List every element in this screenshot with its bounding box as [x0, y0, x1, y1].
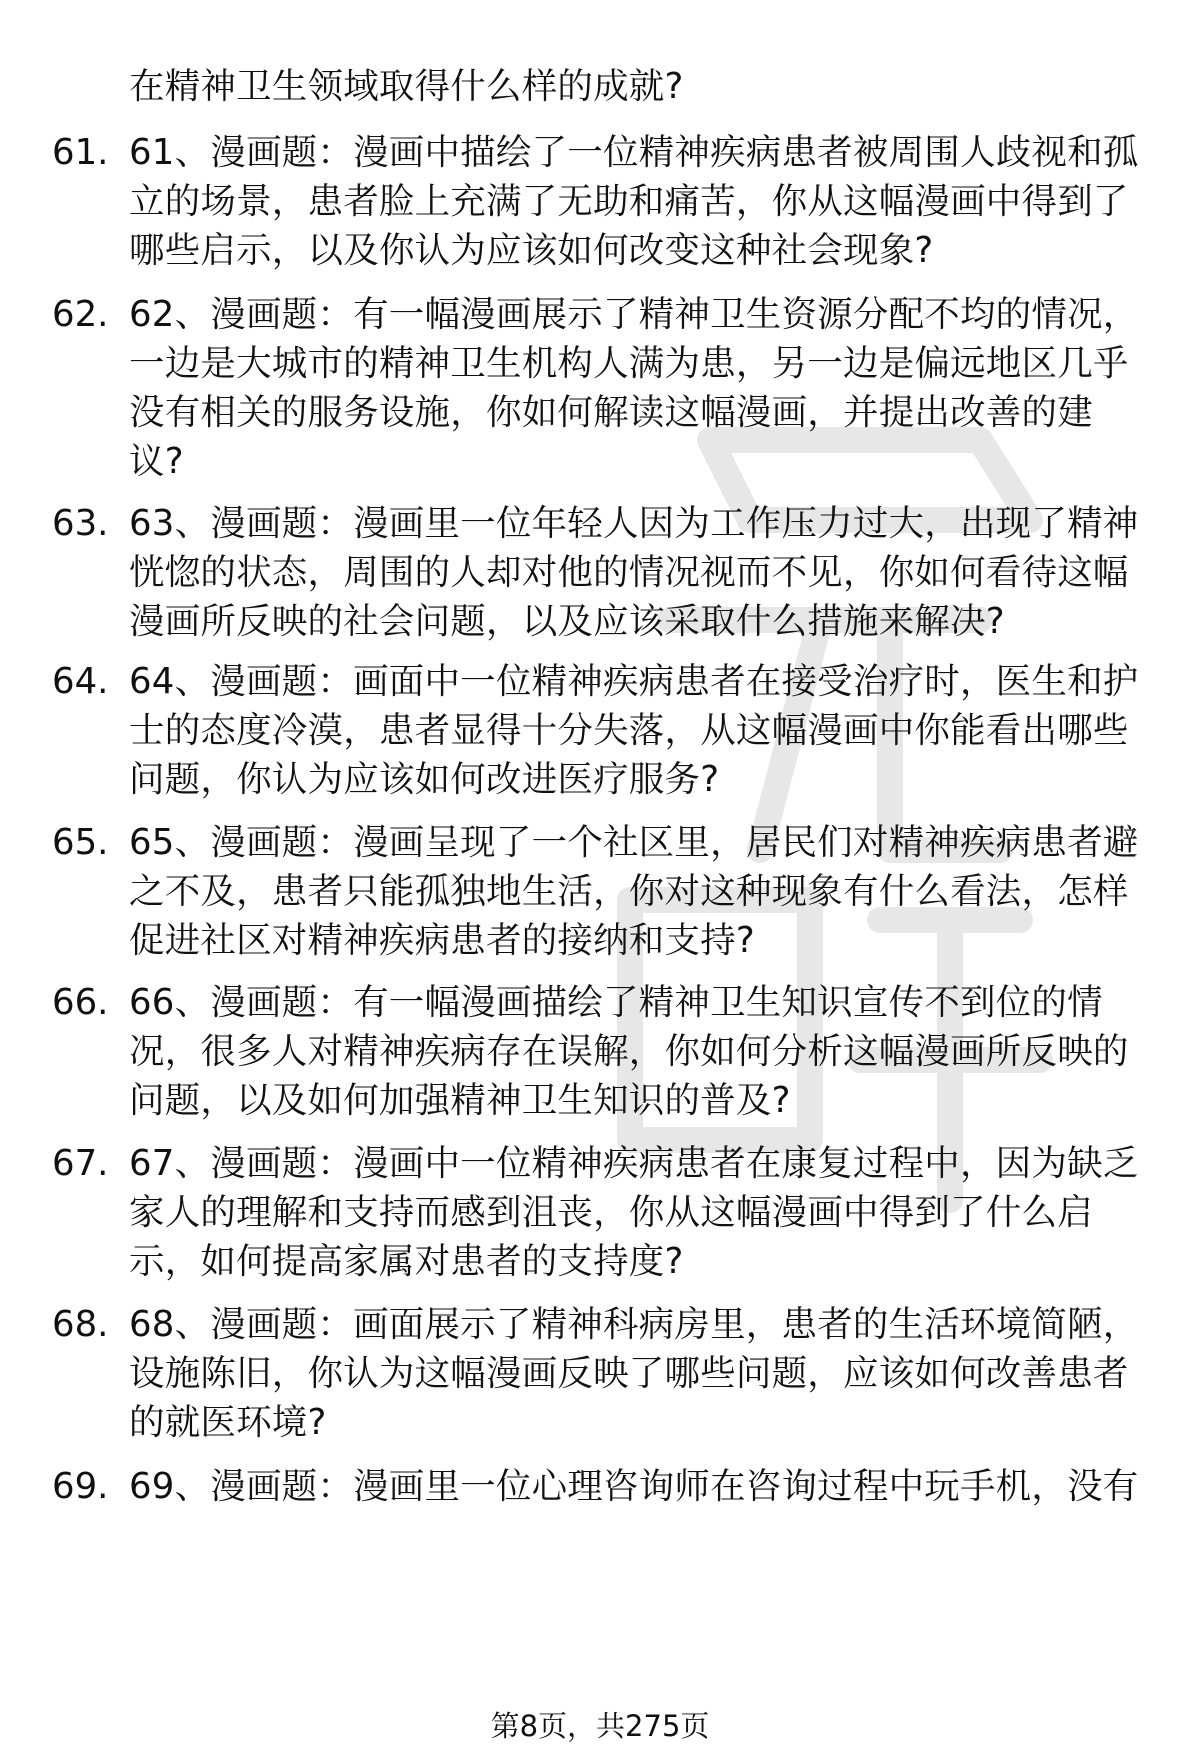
question-line: 问题，你认为应该如何改进医疗服务? [129, 759, 720, 800]
question-line: 一边是大城市的精神卫生机构人满为患，另一边是偏远地区几乎 [129, 343, 1129, 384]
question-line: 之不及，患者只能孤独地生活，你对这种现象有什么看法，怎样 [129, 871, 1129, 912]
question-line: 议? [129, 441, 184, 482]
question-text [129, 290, 1169, 486]
question-line: 69、漫画题：漫画里一位心理咨询师在咨询过程中玩手机，没有 [129, 1466, 1139, 1507]
question-line: 63、漫画题：漫画里一位年轻人因为工作压力过大，出现了精神 [129, 503, 1139, 544]
question-number: 63. [52, 503, 109, 544]
question-line: 65、漫画题：漫画呈现了一个社区里，居民们对精神疾病患者避 [129, 822, 1139, 863]
carry-over-line: 在精神卫生领域取得什么样的成就? [129, 66, 684, 107]
question-number: 69. [52, 1466, 109, 1507]
page-footer: 第8页，共275页 [490, 1709, 710, 1743]
question-line: 68、漫画题：画面展示了精神科病房里，患者的生活环境简陋， [129, 1304, 1139, 1345]
question-line: 62、漫画题：有一幅漫画展示了精神卫生资源分配不均的情况， [129, 294, 1139, 335]
question-line: 士的态度冷漠，患者显得十分失落，从这幅漫画中你能看出哪些 [129, 710, 1129, 751]
question-line: 64、漫画题：画面中一位精神疾病患者在接受治疗时，医生和护 [129, 661, 1139, 702]
question-number: 62. [52, 294, 109, 335]
question-text [129, 978, 1169, 1125]
question-number: 67. [52, 1143, 109, 1184]
question-text [129, 657, 1169, 804]
question-line: 况，很多人对精神疾病存在误解，你如何分析这幅漫画所反映的 [129, 1031, 1129, 1072]
question-line: 家人的理解和支持而感到沮丧，你从这幅漫画中得到了什么启 [129, 1192, 1093, 1233]
question-text [129, 499, 1169, 646]
question-number: 64. [52, 661, 109, 702]
question-line: 66、漫画题：有一幅漫画描绘了精神卫生知识宣传不到位的情 [129, 982, 1103, 1023]
question-line: 立的场景，患者脸上充满了无助和痛苦，你从这幅漫画中得到了 [129, 181, 1129, 222]
question-number: 61. [52, 132, 109, 173]
question-line: 促进社区对精神疾病患者的接纳和支持? [129, 920, 755, 961]
question-line: 漫画所反映的社会问题，以及应该采取什么措施来解决? [129, 601, 1005, 642]
question-line: 示，如何提高家属对患者的支持度? [129, 1241, 684, 1282]
question-line: 61、漫画题：漫画中描绘了一位精神疾病患者被周围人歧视和孤 [129, 132, 1139, 173]
question-line: 设施陈旧，你认为这幅漫画反映了哪些问题，应该如何改善患者 [129, 1353, 1129, 1394]
question-line: 问题，以及如何加强精神卫生知识的普及? [129, 1080, 791, 1121]
question-text [129, 1462, 1169, 1511]
question-text [129, 818, 1169, 965]
question-line: 67、漫画题：漫画中一位精神疾病患者在康复过程中，因为缺乏 [129, 1143, 1139, 1184]
question-line: 没有相关的服务设施，你如何解读这幅漫画，并提出改善的建 [129, 392, 1093, 433]
question-text [129, 1139, 1169, 1286]
question-line: 的就医环境? [129, 1402, 327, 1443]
question-number: 66. [52, 982, 109, 1023]
question-number: 68. [52, 1304, 109, 1345]
question-number: 65. [52, 822, 109, 863]
question-line: 哪些启示，以及你认为应该如何改变这种社会现象? [129, 230, 934, 271]
question-text [129, 128, 1169, 275]
question-line: 恍惚的状态，周围的人却对他的情况视而不见，你如何看待这幅 [129, 552, 1129, 593]
question-text [129, 1300, 1169, 1447]
